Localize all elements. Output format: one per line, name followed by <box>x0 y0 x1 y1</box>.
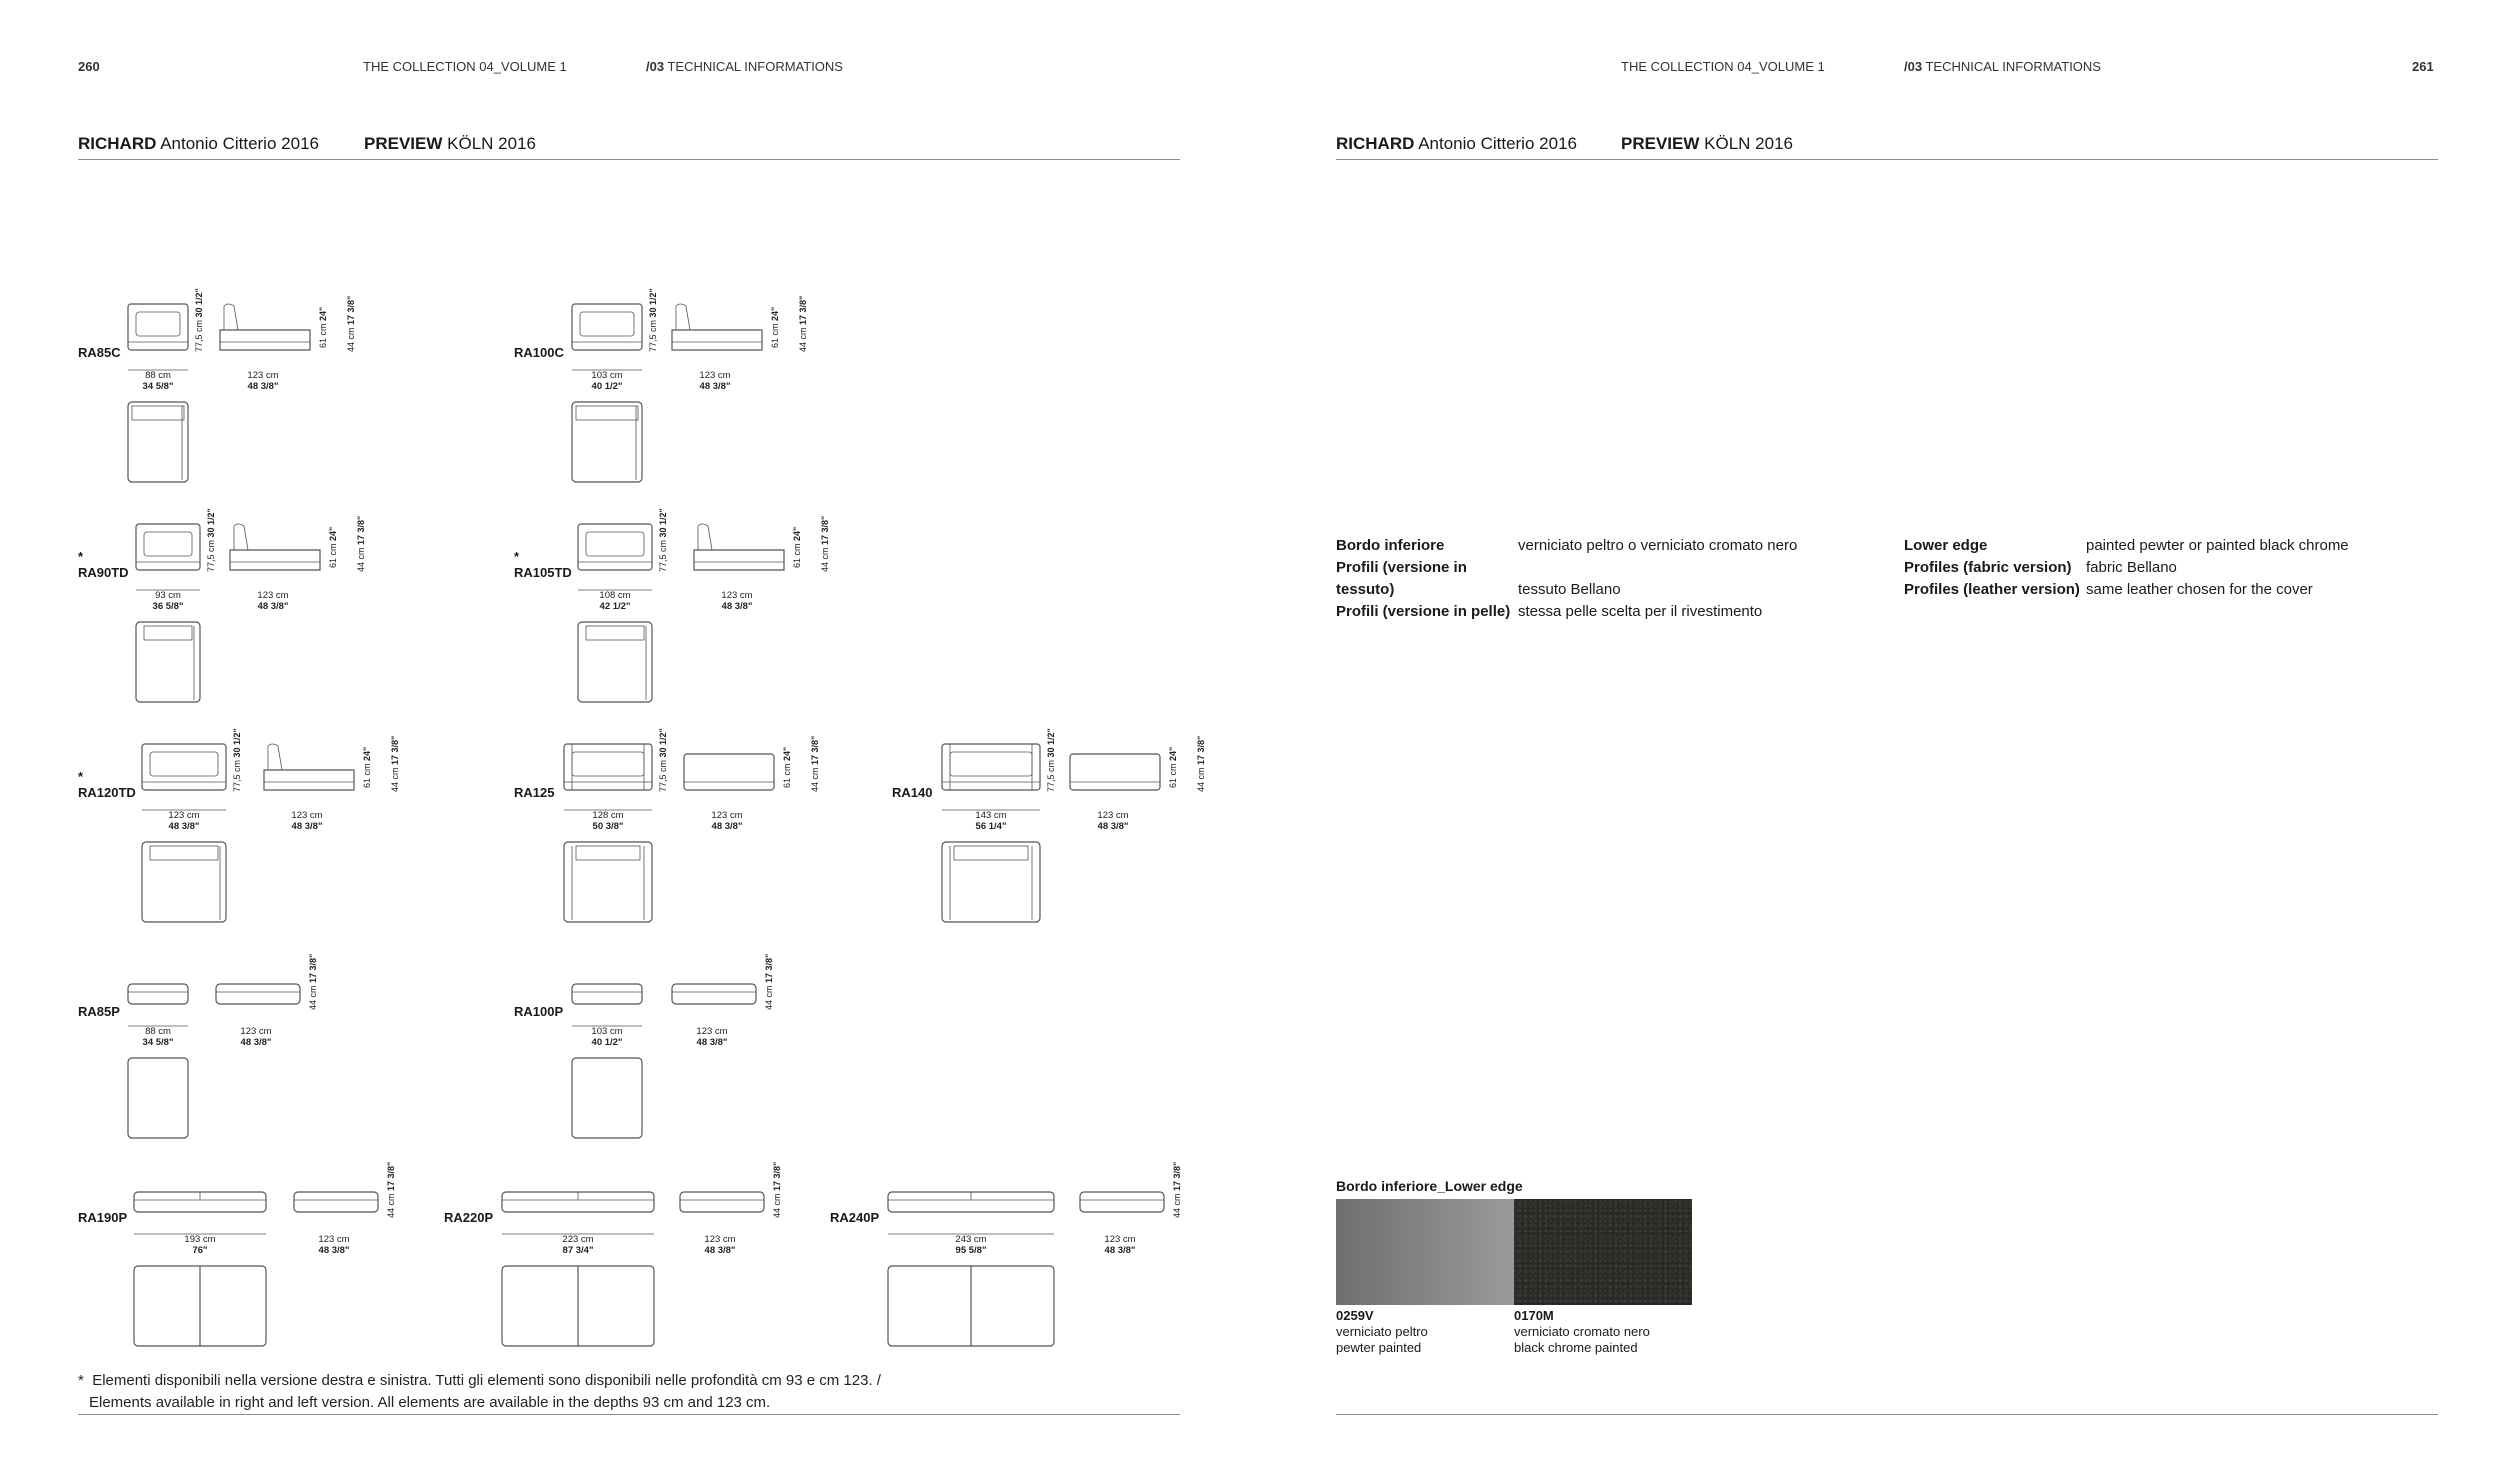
spec-row: Profili (versione in tessuto) tessuto Bellano <box>1336 559 1621 598</box>
seat-depth-dim: 61 cm 24" <box>782 746 792 788</box>
front-view-ra100c <box>568 300 658 360</box>
product-code-ra220p: RA220P <box>444 1210 494 1225</box>
side-view-ra100c <box>668 300 778 360</box>
swatch-pewter <box>1336 1199 1514 1305</box>
seat-height-dim: 44 cm 17 3/8" <box>820 515 830 572</box>
plan-view-ra120td <box>140 840 234 930</box>
swatch-label-pewter: 0259V verniciato peltro pewter painted <box>1336 1308 1428 1355</box>
width-dim: 108 cm 42 1/2" <box>599 590 631 612</box>
seat-height-dim: 44 cm 17 3/8" <box>1196 735 1206 792</box>
seat-height-dim: 44 cm 17 3/8" <box>764 953 774 1010</box>
right-collection-label: THE COLLECTION 04_VOLUME 1 <box>1621 59 1825 74</box>
side-view-ra105td <box>690 520 800 580</box>
variant-star: * <box>78 549 84 564</box>
seat-height-dim: 44 cm 17 3/8" <box>798 295 808 352</box>
plan-view-ra85c <box>126 400 196 490</box>
depth-dim: 123 cm 48 3/8" <box>257 590 289 612</box>
preview-label: PREVIEW <box>1621 134 1700 153</box>
depth-dim: 123 cm 48 3/8" <box>247 370 279 392</box>
seat-height-dim: 44 cm 17 3/8" <box>810 735 820 792</box>
product-name: RICHARD <box>78 134 157 153</box>
spec-row: Lower edge painted pewter or painted black chrome <box>1904 537 2349 554</box>
product-code-ra85c: RA85C <box>78 345 121 360</box>
specs-it <box>1336 535 1797 623</box>
side-view-ra100p <box>668 980 772 1016</box>
specs-en <box>1904 535 2349 601</box>
width-dim: 243 cm 95 5/8" <box>955 1234 987 1256</box>
front-view-ra105td <box>574 520 668 580</box>
width-dim: 193 cm 76" <box>184 1234 216 1256</box>
left-footer-rule <box>78 1414 1180 1415</box>
width-dim: 223 cm 87 3/4" <box>562 1234 594 1256</box>
seat-height-dim: 44 cm 17 3/8" <box>308 953 318 1010</box>
side-view-ra85p <box>212 980 316 1016</box>
side-view-ra125 <box>680 740 790 800</box>
front-view-ra120td <box>138 740 242 800</box>
spec-row: Bordo inferiore verniciato peltro o verniciato cromato nero <box>1336 537 1798 554</box>
width-dim: 143 cm 56 1/4" <box>975 810 1007 832</box>
front-view-ra190p <box>130 1188 282 1224</box>
side-view-ra120td <box>260 740 370 800</box>
seat-depth-dim: 61 cm 24" <box>770 306 780 348</box>
front-view-ra240p <box>884 1188 1070 1224</box>
seat-height-dim: 44 cm 17 3/8" <box>1172 1161 1182 1218</box>
product-code-ra140: RA140 <box>892 785 933 800</box>
front-view-ra220p <box>498 1188 670 1224</box>
plan-view-ra90td <box>134 620 208 710</box>
seat-depth-dim: 61 cm 24" <box>1168 746 1178 788</box>
product-code-ra100p: RA100P <box>514 1004 564 1019</box>
footnote: * Elementi disponibili nella versione destra e sinistra. Tutti gli elementi sono disponibili nelle profondità cm 93 e cm 123. / Elements available in right and left version. All elements are available in the depths 93 cm and 123 cm. <box>78 1370 881 1414</box>
seat-height-dim: 44 cm 17 3/8" <box>386 1161 396 1218</box>
right-section-label: /03 TECHNICAL INFORMATIONS <box>1904 59 2101 74</box>
spec-row: Profiles (fabric version) fabric Bellano <box>1904 559 2177 576</box>
front-view-ra85p <box>124 980 204 1016</box>
side-view-ra220p <box>676 1188 780 1224</box>
seat-depth-dim: 61 cm 24" <box>792 526 802 568</box>
product-code-ra120td: RA120TD <box>78 785 136 800</box>
depth-dim: 123 cm 48 3/8" <box>240 1026 272 1048</box>
side-view-ra240p <box>1076 1188 1180 1224</box>
year: 2016 <box>281 134 319 153</box>
depth-dim: 123 cm 48 3/8" <box>291 810 323 832</box>
front-view-ra90td <box>132 520 216 580</box>
width-dim: 123 cm 48 3/8" <box>168 810 200 832</box>
width-dim: 88 cm 34 5/8" <box>142 1026 174 1048</box>
width-dim: 103 cm 40 1/2" <box>591 1026 623 1048</box>
product-code-ra90td: RA90TD <box>78 565 129 580</box>
variant-star: * <box>514 549 520 564</box>
width-dim: 103 cm 40 1/2" <box>591 370 623 392</box>
front-view-ra140 <box>938 740 1056 800</box>
depth-dim: 123 cm 48 3/8" <box>1097 810 1129 832</box>
plan-view-ra140 <box>940 840 1048 930</box>
spec-row: Profili (versione in pelle) stessa pelle scelta per il rivestimento <box>1336 603 1763 620</box>
preview-event: KÖLN 2016 <box>447 134 536 153</box>
preview-event: KÖLN 2016 <box>1704 134 1793 153</box>
product-code-ra240p: RA240P <box>830 1210 880 1225</box>
designer: Antonio Citterio <box>160 134 277 153</box>
front-view-ra85c <box>124 300 204 360</box>
front-view-ra125 <box>560 740 668 800</box>
plan-view-ra240p <box>886 1264 1062 1354</box>
right-preview-title <box>1621 134 1793 154</box>
variant-star: * <box>78 769 84 784</box>
swatch-label-black-chrome: 0170M verniciato cromato nero black chrome painted <box>1514 1308 1650 1355</box>
height-dim: 77,5 cm 30 1/2" <box>206 508 216 572</box>
product-code-ra125: RA125 <box>514 785 555 800</box>
depth-dim: 123 cm 48 3/8" <box>318 1234 350 1256</box>
swatch-title: Bordo inferiore_Lower edge <box>1336 1178 1523 1194</box>
seat-depth-dim: 61 cm 24" <box>362 746 372 788</box>
plan-view-ra125 <box>562 840 660 930</box>
width-dim: 88 cm 34 5/8" <box>142 370 174 392</box>
left-header-rule <box>78 159 1180 160</box>
depth-dim: 123 cm 48 3/8" <box>699 370 731 392</box>
height-dim: 77,5 cm 30 1/2" <box>658 728 668 792</box>
footnote-it: Elementi disponibili nella versione destra e sinistra. Tutti gli elementi sono disponibili nelle profondità cm 93 e cm 123. / <box>92 1372 881 1389</box>
seat-height-dim: 44 cm 17 3/8" <box>346 295 356 352</box>
side-view-ra90td <box>226 520 336 580</box>
plan-view-ra190p <box>132 1264 274 1354</box>
product-code-ra105td: RA105TD <box>514 565 572 580</box>
spec-row: Profiles (leather version) same leather chosen for the cover <box>1904 581 2313 598</box>
side-view-ra85c <box>216 300 326 360</box>
seat-depth-dim: 61 cm 24" <box>328 526 338 568</box>
product-code-ra100c: RA100C <box>514 345 564 360</box>
plan-view-ra220p <box>500 1264 662 1354</box>
depth-dim: 123 cm 48 3/8" <box>1104 1234 1136 1256</box>
height-dim: 77,5 cm 30 1/2" <box>658 508 668 572</box>
year: 2016 <box>1539 134 1577 153</box>
depth-dim: 123 cm 48 3/8" <box>721 590 753 612</box>
plan-view-ra105td <box>576 620 660 710</box>
right-product-title <box>1336 134 1577 154</box>
preview-label: PREVIEW <box>364 134 443 153</box>
product-code-ra190p: RA190P <box>78 1210 128 1225</box>
left-page-number: 260 <box>78 59 100 74</box>
height-dim: 77,5 cm 30 1/2" <box>194 288 204 352</box>
left-collection-label: THE COLLECTION 04_VOLUME 1 <box>363 59 567 74</box>
seat-height-dim: 44 cm 17 3/8" <box>356 515 366 572</box>
swatch-black-chrome <box>1514 1199 1692 1305</box>
footnote-en: Elements available in right and left version. All elements are available in the depths 93 cm and 123 cm. <box>89 1394 771 1411</box>
plan-view-ra100p <box>570 1056 650 1146</box>
left-product-title <box>78 134 319 154</box>
left-section-label: /03 TECHNICAL INFORMATIONS <box>646 59 843 74</box>
depth-dim: 123 cm 48 3/8" <box>711 810 743 832</box>
product-code-ra85p: RA85P <box>78 1004 120 1019</box>
height-dim: 77,5 cm 30 1/2" <box>1046 728 1056 792</box>
seat-height-dim: 44 cm 17 3/8" <box>390 735 400 792</box>
right-footer-rule <box>1336 1414 2438 1415</box>
width-dim: 128 cm 50 3/8" <box>592 810 624 832</box>
right-header-rule <box>1336 159 2438 160</box>
left-preview-title <box>364 134 536 154</box>
product-name: RICHARD <box>1336 134 1415 153</box>
seat-height-dim: 44 cm 17 3/8" <box>772 1161 782 1218</box>
seat-depth-dim: 61 cm 24" <box>318 306 328 348</box>
side-view-ra190p <box>290 1188 394 1224</box>
depth-dim: 123 cm 48 3/8" <box>704 1234 736 1256</box>
height-dim: 77,5 cm 30 1/2" <box>648 288 658 352</box>
front-view-ra100p <box>568 980 658 1016</box>
side-view-ra140 <box>1066 740 1176 800</box>
width-dim: 93 cm 36 5/8" <box>152 590 184 612</box>
depth-dim: 123 cm 48 3/8" <box>696 1026 728 1048</box>
height-dim: 77,5 cm 30 1/2" <box>232 728 242 792</box>
plan-view-ra85p <box>126 1056 196 1146</box>
designer: Antonio Citterio <box>1418 134 1535 153</box>
right-page-number: 261 <box>2412 59 2434 74</box>
plan-view-ra100c <box>570 400 650 490</box>
